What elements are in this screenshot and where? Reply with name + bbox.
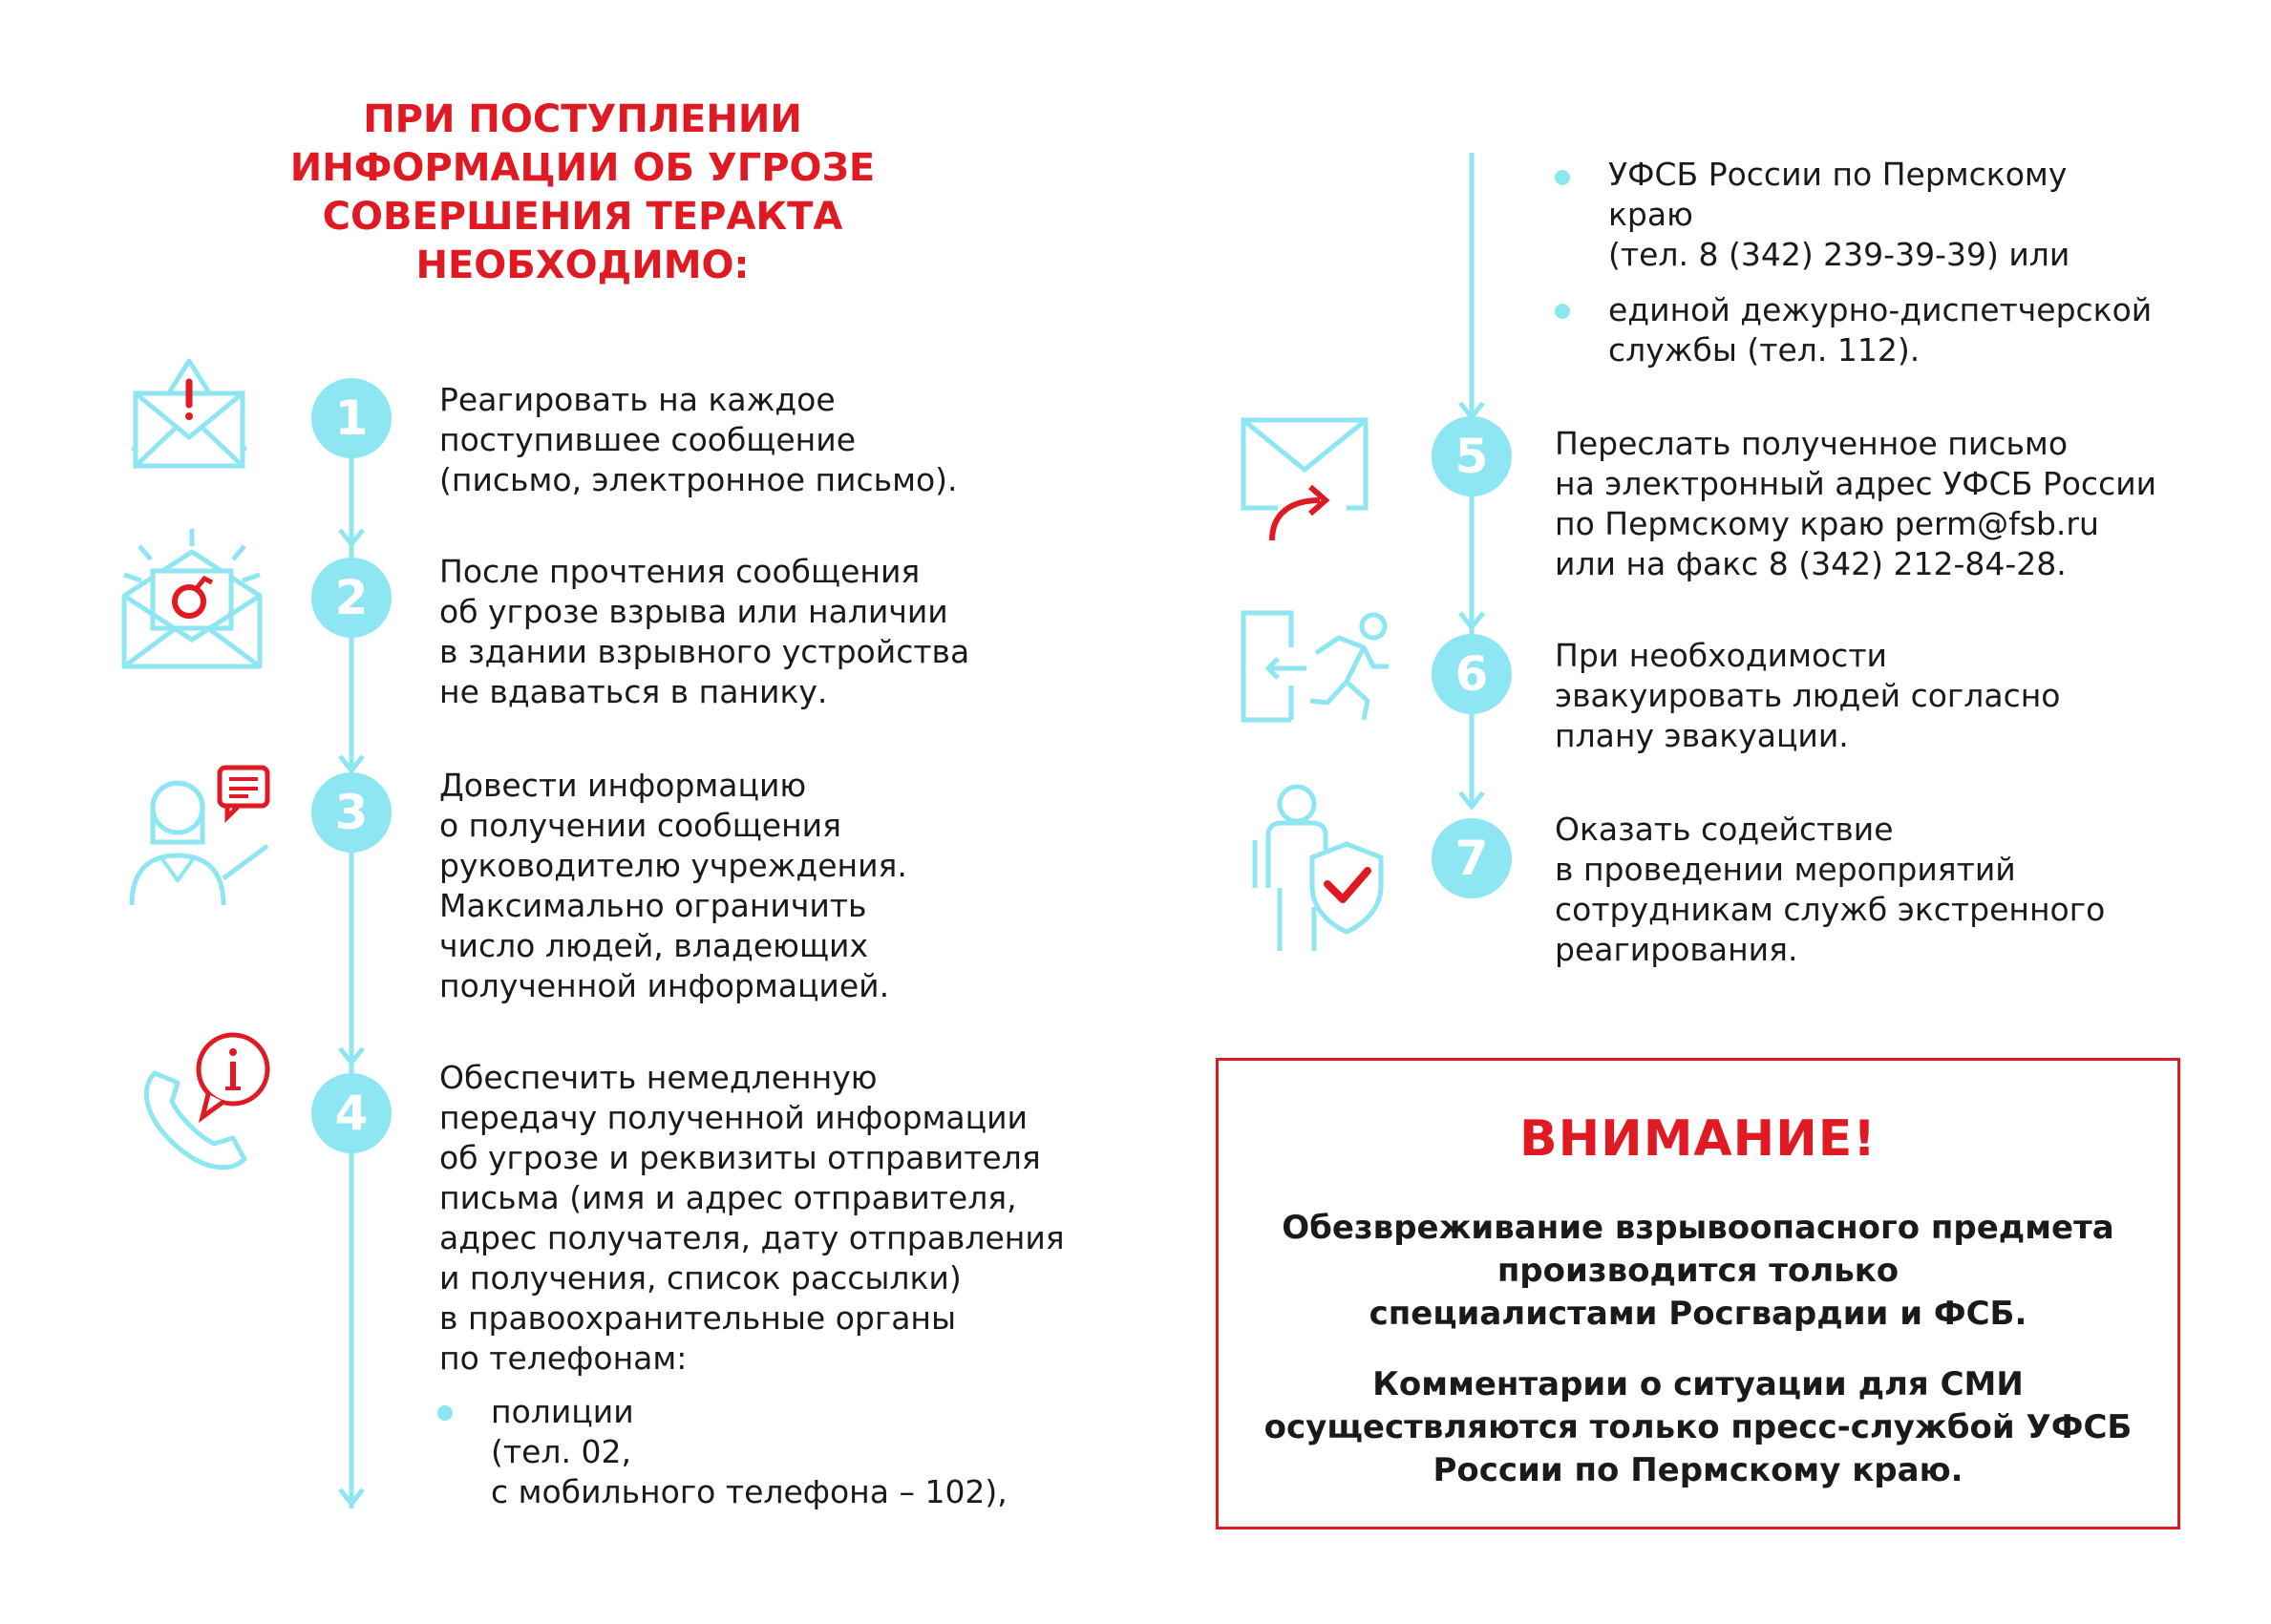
text-line: об угрозе и реквизиты отправителя bbox=[439, 1139, 1041, 1176]
text-line: (тел. 02, bbox=[491, 1433, 631, 1470]
envelope-alert-icon bbox=[132, 355, 246, 470]
text-line: производится только bbox=[1496, 1252, 1900, 1290]
person-shield-icon bbox=[1251, 783, 1385, 955]
text-line: России по Пермскому краю. bbox=[1433, 1451, 1963, 1489]
step-text-3 bbox=[439, 766, 907, 1006]
text-line: по Пермскому краю perm@fsb.ru bbox=[1555, 505, 2099, 542]
step-number-7: 7 bbox=[1432, 818, 1512, 898]
bullet-dot bbox=[1555, 304, 1570, 319]
step-number-1: 1 bbox=[311, 378, 392, 458]
step-number-6: 6 bbox=[1432, 634, 1512, 714]
step-text-6 bbox=[1555, 636, 2060, 756]
step-text-1 bbox=[439, 380, 958, 500]
phone-info-icon bbox=[134, 1031, 277, 1174]
envelope-forward-icon bbox=[1240, 416, 1369, 546]
title-line: НЕОБХОДИМО: bbox=[415, 243, 750, 287]
text-line: Обеспечить немедленную bbox=[439, 1059, 878, 1096]
text-line: УФСБ России по Пермскому bbox=[1608, 156, 2068, 193]
step-text-7 bbox=[1555, 810, 2105, 970]
step-number-2: 2 bbox=[311, 558, 392, 638]
text-line: на электронный адрес УФСБ России bbox=[1555, 465, 2157, 502]
step-number-5: 5 bbox=[1432, 416, 1512, 496]
title-line: ПРИ ПОСТУПЛЕНИИ bbox=[363, 97, 802, 141]
text-line: Обезвреживание взрывоопасного предмета bbox=[1282, 1209, 2114, 1247]
title-line: ИНФОРМАЦИИ ОБ УГРОЗЕ bbox=[289, 146, 876, 190]
text-line: или на факс 8 (342) 212-84-28. bbox=[1555, 545, 2067, 582]
text-line: полиции bbox=[491, 1393, 634, 1430]
warning-paragraph-2 bbox=[1219, 1363, 2177, 1492]
text-line: в правоохранительные органы bbox=[439, 1299, 957, 1337]
bullet-ufsb bbox=[1608, 155, 2069, 275]
bullet-dot bbox=[1555, 170, 1570, 185]
bullet-police bbox=[491, 1392, 1008, 1512]
text-line: При необходимости bbox=[1555, 637, 1887, 674]
step-text-4 bbox=[439, 1058, 1065, 1379]
page-title bbox=[248, 95, 917, 290]
warning-box bbox=[1216, 1058, 2180, 1529]
text-line: эвакуировать людей согласно bbox=[1555, 677, 2061, 714]
text-line: сотрудникам служб экстренного bbox=[1555, 891, 2106, 928]
text-line: Комментарии о ситуации для СМИ bbox=[1372, 1365, 2024, 1403]
title-line: СОВЕРШЕНИЯ ТЕРАКТА bbox=[322, 195, 843, 239]
text-line: руководителю учреждения. bbox=[439, 847, 907, 884]
text-line: и получения, список рассылки) bbox=[439, 1259, 962, 1297]
text-line: с мобильного телефона – 102), bbox=[491, 1473, 1008, 1510]
text-line: Реагировать на каждое bbox=[439, 381, 836, 418]
text-line: (тел. 8 (342) 239-39-39) или bbox=[1608, 236, 2070, 273]
text-line: Оказать содействие bbox=[1555, 811, 1894, 848]
text-line: не вдаваться в панику. bbox=[439, 673, 828, 710]
text-line: о получении сообщения bbox=[439, 807, 841, 844]
warning-title: ВНИМАНИЕ! bbox=[1519, 1110, 1877, 1168]
text-line: об угрозе взрыва или наличии bbox=[439, 593, 948, 630]
text-line: адрес получателя, дату отправления bbox=[439, 1219, 1065, 1256]
text-line: плану эвакуации. bbox=[1555, 717, 1849, 754]
step-text-5 bbox=[1555, 424, 2156, 584]
text-line: письма (имя и адрес отправителя, bbox=[439, 1179, 1017, 1216]
text-line: число людей, владеющих bbox=[439, 927, 868, 964]
bullet-dot bbox=[437, 1405, 453, 1421]
bullet-112 bbox=[1608, 290, 2152, 370]
text-line: полученной информацией. bbox=[439, 967, 890, 1004]
text-line: специалистами Росгвардии и ФСБ. bbox=[1369, 1295, 2027, 1333]
text-line: службы (тел. 112). bbox=[1608, 331, 1921, 369]
text-line: передачу полученной информации bbox=[439, 1099, 1028, 1136]
warning-paragraph-1 bbox=[1219, 1207, 2177, 1336]
text-line: краю bbox=[1608, 196, 1693, 233]
text-line: Довести информацию bbox=[439, 767, 807, 804]
text-line: поступившее сообщение bbox=[439, 421, 857, 458]
text-line: в проведении мероприятий bbox=[1555, 851, 2016, 888]
text-line: После прочтения сообщения bbox=[439, 553, 921, 590]
text-line: по телефонам: bbox=[439, 1339, 688, 1377]
step-number-4: 4 bbox=[311, 1073, 392, 1153]
text-line: реагирования. bbox=[1555, 931, 1798, 968]
envelope-bomb-icon bbox=[120, 527, 264, 670]
step-number-3: 3 bbox=[311, 772, 392, 853]
text-line: в здании взрывного устройства bbox=[439, 633, 970, 670]
text-line: осуществляются только пресс-службой УФСБ bbox=[1263, 1408, 2133, 1446]
evacuation-icon bbox=[1240, 609, 1392, 724]
text-line: (письмо, электронное письмо). bbox=[439, 461, 958, 498]
text-line: Переслать полученное письмо bbox=[1555, 425, 2069, 462]
text-line: Максимально ограничить bbox=[439, 887, 867, 924]
woman-message-icon bbox=[128, 764, 271, 907]
text-line: единой дежурно-диспетчерской bbox=[1608, 291, 2153, 328]
step-text-2 bbox=[439, 552, 969, 712]
